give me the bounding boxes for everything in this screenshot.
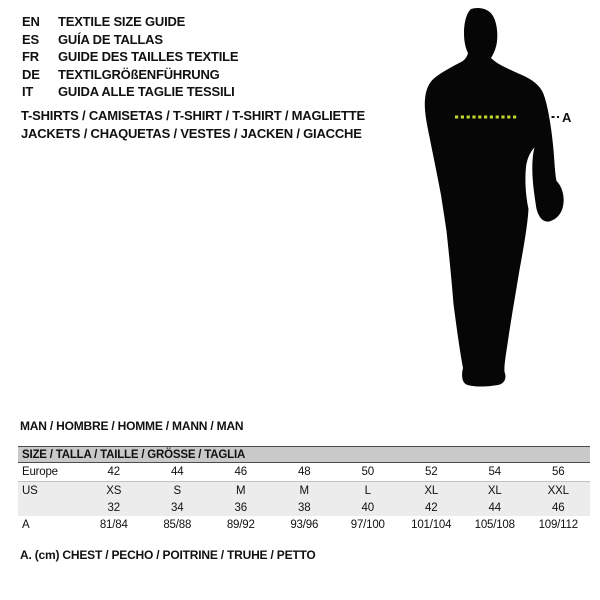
size-cell: 101/104	[411, 518, 452, 531]
size-cell: 89/92	[226, 518, 255, 531]
language-code: EN	[22, 14, 40, 29]
size-cell: 48	[273, 463, 337, 482]
size-cell: 36	[234, 501, 247, 514]
language-code: ES	[22, 31, 39, 47]
measure-label-a: A	[562, 110, 572, 125]
language-label: TEXTILE SIZE GUIDE	[58, 14, 186, 29]
size-cell: 97/100	[350, 518, 385, 531]
size-cell: 42	[425, 501, 438, 514]
size-cell: S	[173, 484, 181, 497]
size-cell: 34	[171, 501, 184, 514]
language-label: TEXTILGRÖßENFÜHRUNG	[58, 66, 220, 82]
size-cell: 46	[209, 463, 273, 482]
man-figure-svg	[400, 4, 590, 396]
row-label: US	[22, 484, 38, 497]
row-label	[18, 499, 82, 516]
language-label: GUÍA DE TALLAS	[58, 31, 163, 47]
size-cell: 56	[527, 463, 591, 482]
size-cell: 109/112	[538, 518, 578, 531]
footnote: A. (cm) CHEST / PECHO / POITRINE / TRUHE / PETTO	[20, 548, 316, 562]
size-cell: 40	[361, 501, 374, 514]
size-cell: 50	[336, 463, 400, 482]
size-cell: XXL	[547, 484, 569, 497]
table-row	[18, 482, 590, 500]
size-cell: XL	[487, 484, 502, 497]
language-row	[22, 48, 238, 66]
size-cell: XS	[106, 484, 122, 497]
language-row	[22, 66, 238, 84]
size-cell: 42	[82, 463, 146, 482]
table-row	[18, 516, 590, 533]
language-row	[22, 31, 238, 49]
size-table-body	[18, 463, 590, 534]
man-silhouette	[425, 8, 564, 387]
category-line-jackets: JACKETS / CHAQUETAS / VESTES / JACKEN / GIACCHE	[21, 126, 362, 141]
language-code: DE	[22, 66, 40, 82]
row-label: A	[22, 518, 30, 531]
language-code: IT	[22, 84, 34, 99]
row-label: Europe	[18, 463, 82, 482]
language-row	[22, 83, 238, 101]
table-row	[18, 499, 590, 516]
size-cell: 93/96	[290, 518, 319, 531]
language-row	[22, 13, 238, 31]
section-title: MAN / HOMBRE / HOMME / MANN / MAN	[20, 419, 244, 433]
size-table-header: SIZE / TALLA / TAILLE / GRÖSSE / TAGLIA	[18, 447, 590, 463]
category-block	[21, 107, 365, 143]
size-cell: 85/88	[163, 518, 192, 531]
size-table-wrap	[18, 446, 590, 533]
size-cell: 38	[298, 501, 311, 514]
size-cell: M	[299, 484, 309, 497]
category-line-tshirts: T-SHIRTS / CAMISETAS / T-SHIRT / T-SHIRT / MAGLIETTE	[21, 108, 365, 123]
size-cell: L	[364, 484, 371, 497]
size-cell: 32	[107, 501, 120, 514]
size-cell: M	[236, 484, 246, 497]
size-cell: 44	[146, 463, 210, 482]
language-label: GUIDA ALLE TAGLIE TESSILI	[58, 84, 235, 99]
size-cell: 46	[552, 501, 565, 514]
size-cell: 44	[488, 501, 501, 514]
size-cell: 81/84	[99, 518, 128, 531]
size-cell: XL	[424, 484, 439, 497]
size-table-header-row	[18, 447, 590, 463]
language-guide-block	[22, 13, 238, 101]
size-cell: 105/108	[474, 518, 515, 531]
table-row	[18, 463, 590, 482]
language-label: GUIDE DES TAILLES TEXTILE	[58, 49, 239, 64]
size-cell: 52	[400, 463, 464, 482]
size-table	[18, 446, 590, 533]
language-code: FR	[22, 49, 39, 64]
size-cell: 54	[463, 463, 527, 482]
